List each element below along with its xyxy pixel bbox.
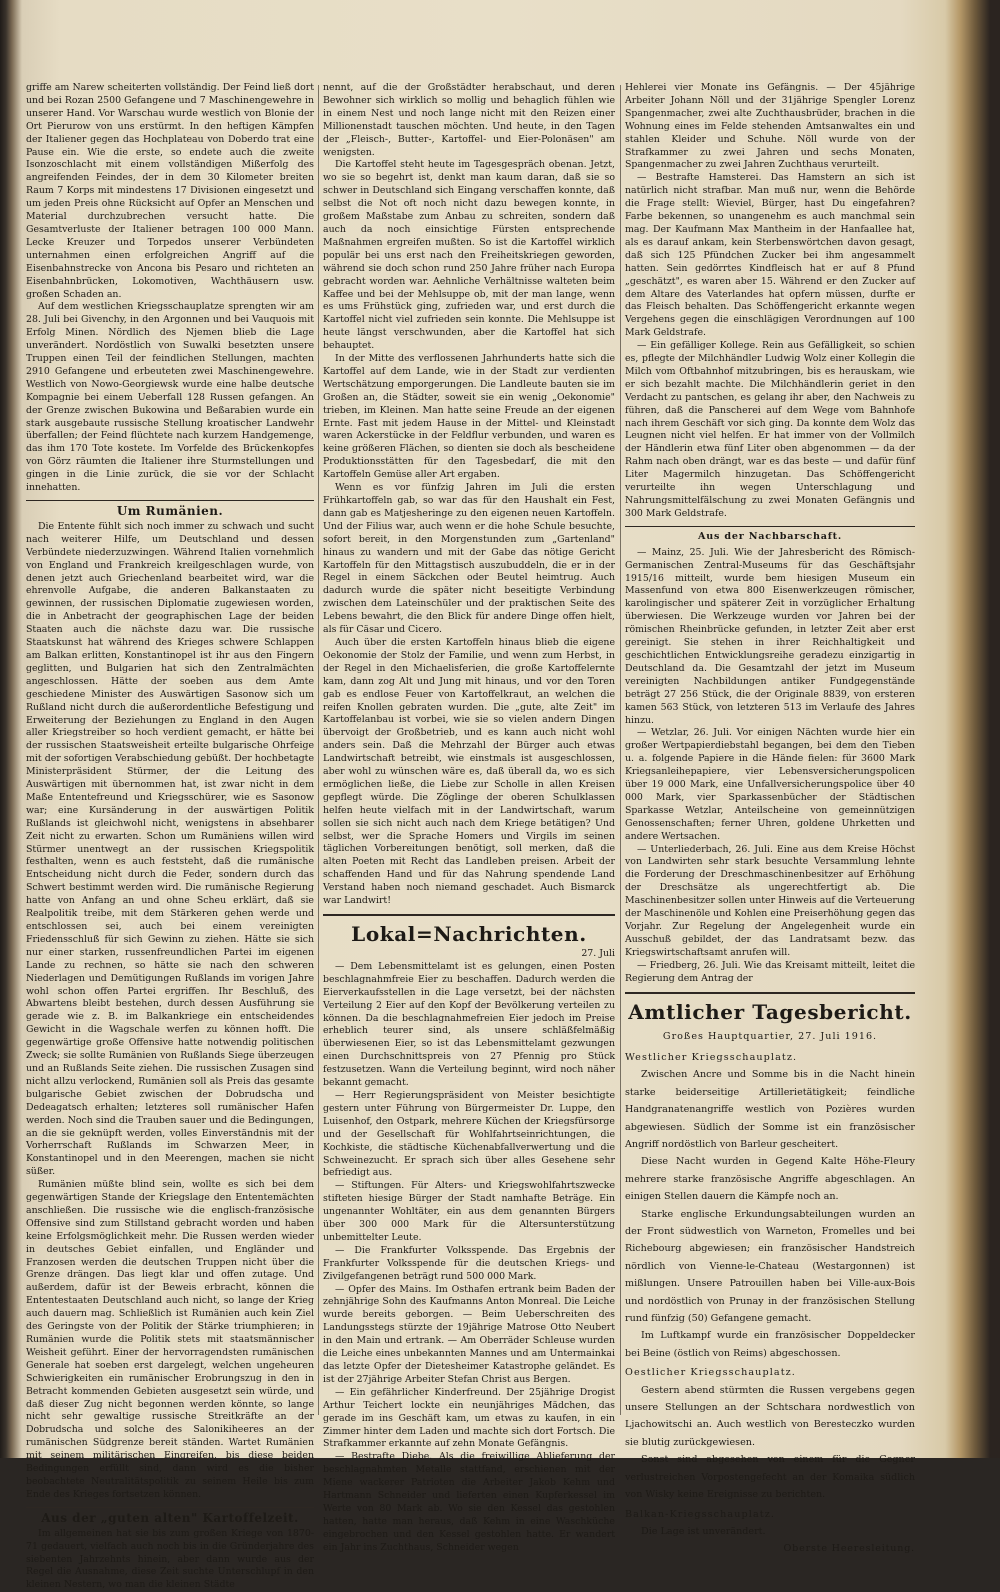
section-divider <box>323 914 615 916</box>
column-rule-1 <box>318 85 319 1415</box>
heading-lokal-nachrichten: Lokal=Nachrichten. <box>351 922 587 946</box>
subheading-westlicher: Westlicher Kriegsschauplatz. <box>625 1051 798 1063</box>
report-paragraph-4: Im Luftkampf wurde ein französischer Doppeldecker bei Beine (östlich von Reims) abgeschossen. <box>625 1330 915 1359</box>
kartoffel-paragraph-3: Die Kartoffel steht heute im Tagesgespräch obenan. Jetzt, wo sie so begehrt ist, denkt man kaum daran, daß sie so schwer in Deutschland sich Eingang verschaffen konnte, daß selbst die Not oft noch nicht dazu bewegen konnte, in großem Maßstabe zum Anbau zu schreiten, sondern daß auch da noch einsichtige Fürsten entsprechende Maßnahmen ergreifen mußten. So ist die Kartoffel wirklich populär bei uns erst nach den Freiheitskriegen geworden, während sie doch schon rund 250 Jahre früher nach Europa gebracht worden war. Aehnliche Verhältnisse walteten beim Kaffee und bei der Mehlsuppe ob, mit der man lange, wenn es ums Frühstück ging, zufrieden war, und erst durch die Kartoffel nicht viel zufrieden sein konnte. Die Mehlsuppe ist heute längst verschwunden, aber die Kartoffel hat sich behauptet. <box>323 159 615 352</box>
kartoffel-paragraph-4: In der Mitte des verflossenen Jahrhunderts hatte sich die Kartoffel auf dem Lande, wie in der Stadt zur verdienten Wertschätzung emporgerungen. Die Landleute bauten sie im Großen an, die Städter, soweit sie ein wenig „Oekonomie" trieben, im Kleinen. Man hatte seine Freude an der eigenen Ernte. Fast mit jedem Hause in der Mittel- und Kleinstadt waren Ackerstücke in der Feldflur verbunden, und waren es keine größeren Flächen, so dienten sie doch als bescheidene Produktionsstätten für den Tagesbedarf, die mit den Kartoffeln Gemüse aller Art ergaben. <box>323 353 615 481</box>
nachbarschaft-unterliederbach: — Unterliederbach, 26. Juli. Eine aus dem Kreise Höchst von Landwirten sehr stark besuchte Versammlung lehnte die Forderung der Dreschmaschinenbesitzer auf Erhöhung der Dreschsätze als ungerechtfertigt ab. Die Maschinenbesitzer sollen unter Hinweis auf die Verteuerung der Maschinenöle und Kohlen eine Preiserhöhung gegen das Vorjahr. Zur Regelung der Angelegenheit wurde ein Ausschuß gebildet, der das Landratsamt bezw. das Kriegswirtschaftsamt anrufen will. <box>625 843 915 958</box>
lokal-item-stiftungen: — Stiftungen. Für Alters- und Kriegswohlfahrtszwecke stifteten hiesige Bürger der Stadt namhafte Beträge. Ein ungenannter Wohltäter, ein aus dem genannten Bürgers über 300 000 Mark für die Altersunterstützung unbemittelter Leute. <box>323 1180 615 1243</box>
nachbarschaft-mainz: — Mainz, 25. Juli. Wie der Jahresbericht des Römisch-Germanischen Zentral-Museums für das Geschäftsjahr 1915/16 mitteilt, wurde bem hiesigen Museum ein Massenfund von etwa 800 Eisenwerkzeugen römischer, karolingischer und späterer Zeit in vorzüglicher Erhaltung überwiesen. Die Werkzeuge wurden vor Jahren bei der römischen Rheinbrücke gefunden, in letzter Zeit aber erst gereinigt. Sie stehen in ihrer Reichhaltigkeit und geschichtlichen Entwicklungsreihe geradezu einzigartig in Deutschland da. Die Gesamtzahl der jetzt im Museum vereinigten Nachbildungen antiker Fundgegenstände beträgt 27 256 Stück, die der Originale 8839, von ersteren kamen 563 Stück, von letzteren 513 im Verlaufe des Jahres hinzu. <box>625 546 915 726</box>
column-3 <box>625 82 915 1555</box>
report-paragraph-2: Diese Nacht wurden in Gegend Kalte Höhe-Fleury mehrere starke französische Angriffe abgeschlagen. An einigen Stellen dauern die Kämpfe noch an. <box>625 1156 915 1203</box>
war-summary-paragraph: griffe am Narew scheiterten vollständig. Der Feind ließ dort und bei Rozan 2500 Gefangene und 7 Maschinengewehre in unserer Hand. Vor Warschau wurde westlich von Blonie der Ort Pierurow von uns erstürmt. In den heftigen Kämpfen der Italiener gegen das Hochplateau von Doberdo trat eine Pause ein. Wie die erste, so endete auch die zweite Isonzoschlacht mit einem vollständigen Mißerfolg des angreifenden Feindes, der in dem 30 Kilometer breiten Raum 7 Korps mit mindestens 17 Divisionen eingesetzt und um jeden Preis ohne Rücksicht auf Opfer an Menschen und Material durchzubrechen versucht hatte. Die Gesamtverluste der Italiener betragen 100 000 Mann. Lecke Kreuzer und Torpedos unserer Verbündeten unternahmen einen erfolgreichen Angriff auf die Eisenbahnstrecke von Ancona bis Pesaro und richteten an Eisenbahnbrücken, Lokomotiven, Wachthäusern usw. großen Schaden an. <box>26 82 314 300</box>
newspaper-page <box>18 40 958 1591</box>
nachbarschaft-wetzlar: — Wetzlar, 26. Juli. Vor einigen Nächten wurde hier ein großer Wertpapierdiebstahl begangen, bei dem den Tieben u. a. folgende Papiere in die Hände fielen: für 3600 Mark Kriegsanleihepapiere, vier Lebensversicherungspolicen über 19 000 Mark, eine Unfallversicherungspolice über 40 000 Mark, vier Sparkassenbücher der Städtischen Sparkasse Wetzlar, Anteilscheine von gemeinnützigen Genossenschaften; ferner Uhren, goldene Uhrketten und andere Wertsachen. <box>625 727 915 842</box>
heading-kartoffelzeit: Aus der „guten alten" Kartoffelzeit. <box>41 1510 299 1525</box>
section-divider <box>625 992 915 994</box>
section-divider <box>26 500 314 501</box>
lokal-date: 27. Juli <box>581 948 615 959</box>
rumaenien-paragraph-2: Rumänien müßte blind sein, wollte es sich bei dem gegenwärtigen Stande der Kriegslage den Ententemächten anschließen. Die russische wie die englisch-französische Offensive sind zum Stillstand gebracht worden und haben keine Erfolgsmöglichkeit mehr. Die Russen werden wieder in deutsches Gebiet einfallen, und Engländer und Franzosen werden die deutschen Truppen nicht über die Grenze drängen. Das liegt klar und offen zutage. Und außerdem, dafür ist der Beweis erbracht, können die Ententestaaten Deutschland auch nicht, so lange der Krieg auch dauern mag. Schließlich ist Rumänien auch kein Ziel des Geringste von der Politik der Stärke triumphieren; in Rumänien wurde die Politik stets mit staatsmännischer Weisheit geführt. Einer der hervorragendsten rumänischen Generale hat soeben erst dargelegt, welchen ungeheuren Schwierigkeiten ein rumänischer Erobrungszug in den in Betracht kommenden Gebieten ausgesetzt sein würde, und daß dieser Zug nicht begonnen werden könnte, so lange nicht sehr gewaltige russische Streitkräfte an der Dobrudscha und solche des Salonikiheeres an der rumänischen Südgrenze bereit ständen. Wartet Rumänien mit seinem militärischen Eingreifen, bis diese beiden Bedingungen erfüllt sind, dann wird es die bisher beobachtete Neutralitätspolitik zu seinem Heile bis zum Ende des Krieges fortsetzen können. <box>26 1179 314 1500</box>
report-paragraph-5: Gestern abend stürmten die Russen vergebens gegen unsere Stellungen an der Schtschara nordwestlich von Ljachowitschi an. Auch westlich von Beresteczko wurden sie blutig zurückgewiesen. <box>625 1384 915 1448</box>
section-divider <box>625 526 915 527</box>
hauptquartier-dateline: Großes Hauptquartier, 27. Juli 1916. <box>662 1030 878 1042</box>
lokal-item-kinderfreund: — Ein gefährlicher Kinderfreund. Der 25jährige Drogist Arthur Teichert lockte ein neunjähriges Mädchen, das gerade im ins Geschäft kam, um etwas zu kaufen, in ein Zimmer hinter dem Laden und machte sich dort Fortsch. Die Strafkammer erkannte auf zehn Monate Gefängnis. <box>323 1386 615 1450</box>
lokal-item-opfer-des-mains: — Opfer des Mains. Im Osthafen ertrank beim Baden der zehnjährige Sohn des Kaufmanns Anton Monreal. Die Leiche wurde bereits geborgen. — Beim Ueberschreiten des Landungsstegs stürzte der 19jährige Matrose Otto Neubert in den Main und ertrank. — Am Oberräder Schleuse wurden die Leiche eines unbekannten Mannes und am Untermainkai das letzte Opfer der Dietesheimer Katastrophe geländet. Es ist der 27jährige Arbeiter Stefan Christ aus Bergen. <box>323 1283 615 1385</box>
heading-nachbarschaft: Aus der Nachbarschaft. <box>697 530 843 542</box>
lokal-item-volksspende: — Die Frankfurter Volksspende. Das Ergebnis der Frankfurter Volksspende für die deutschen Kriegs- und Zivilgefangenen beträgt rund 500 000 Mark. <box>323 1244 615 1282</box>
signature-heeresleitung: Oberste Heeresleitung. <box>783 1543 915 1555</box>
section-divider <box>26 1507 314 1508</box>
nachbarschaft-friedberg: — Friedberg, 26. Juli. Wie das Kreisamt mitteilt, leitet die Regierung dem Antrag der <box>625 959 915 984</box>
lokal-item-kollege: — Ein gefälliger Kollege. Rein aus Gefälligkeit, so schien es, pflegte der Milchhändler Ludwig Wolz einer Kollegin die Milch vom Oftbahnhof mitzubringen, bis es herauskam, wie er sich bezahlt machte. Die Milchhändlerin geriet in den Verdacht zu pantschen, es gelang ihr aber, den Nachweis zu führen, daß die Panscherei auf dem Wege vom Bahnhofe nach ihrem Geschäft vor sich ging. Da konnte dem Wolz das Leugnen nicht viel helfen. Er hat immer von der Vollmilch der Händlerin etwa fünf Liter oben abgenommen — da der Rahm nach oben drängt, war es das beste — und dafür fünf Liter Magermilch hinzugetan. Das Schöffengericht verurteilte ihn wegen Unterschlagung und Nahrungsmittelfälschung zu zwei Monaten Gefängnis und 300 Mark Geldstrafe. <box>625 340 915 519</box>
subheading-balkan: Balkan-Kriegsschauplatz. <box>625 1508 776 1520</box>
lokal-item-bestrafte-diebe: — Bestrafte Diebe. Als die freiwillige Ablieferung der beschlagnahmten Metalle stattfand, erschienen mit der Miene wackerer Patrioten die Arbeiter Jakob Kehm und Hartmann Schneider und lieferten einen Kupferkessel im Werte von 80 Mark ab. Wo sie den Kessel das gestohlen hatten, hatte man heraus, daß Kehm in eine Waschküche eingebrochen und den Kessel gestohlen hatte. Er wandert ein Jahr ins Zuchthaus, Schneider wegen <box>323 1451 615 1553</box>
kartoffel-paragraph-5: Wenn es vor fünfzig Jahren im Juli die ersten Frühkartoffeln gab, so war das für den Haushalt ein Fest, dann gab es Matjesheringe zu den eigenen neuen Kartoffeln. Und der Filius war, auch wenn er die hohe Schule besuchte, sofort bereit, in den Morgenstunden zum „Gartenland" hinaus zu wandern und mit der Gabe das nötige Gericht Kartoffeln für den Mittagstisch auszubuddeln, die er in der Regel in einem Säckchen oder Beutel heimtrug. Auch dadurch wurde die später nicht beseitigte Verbindung zwischen dem Lateinschüler und der praktischen Seite des Lebens bewahrt, die den Blick für andere Dinge offen hielt, als für Cäsar und Cicero. <box>323 482 615 636</box>
report-paragraph-6: Sonst sind abgesehen von einem für die Gegner verlustreichen Vorpostengefecht an der Komaika südlich von Wisky keine Ereignisse zu berichten. <box>625 1454 915 1501</box>
heading-amtlicher-tagesbericht: Amtlicher Tagesbericht. <box>628 999 912 1024</box>
column-1 <box>26 82 314 1591</box>
heading-um-rumaenien: Um Rumänien. <box>116 504 224 518</box>
subheading-oestlicher: Oestlicher Kriegsschauplatz. <box>625 1367 796 1379</box>
kartoffel-paragraph-2: nennt, auf die der Großstädter herabschaut, und deren Bewohner sich wirklich so mollig und behaglich fühlen wie in einem Nest und noch lange nicht mit den Reizen einer Millionenstadt tauschen möchten. Und heute, in den Tagen der „Fleisch-, Butter-, Kartoffel- und Eier-Polonäsen" am wenigsten. <box>323 82 615 158</box>
column-rule-2 <box>620 85 621 1415</box>
lokal-item-hehlerei: Hehlerei vier Monate ins Gefängnis. — Der 45jährige Arbeiter Johann Nöll und der 31jährige Spengler Lorenz Spangenmacher, zwei alte Zuchthausbrüder, brachen in die Wohnung eines im Felde stehenden Amtsanwaltes ein und stahlen Kleider und Schuhe. Nöll wurde von der Strafkammer zu zwei Jahren und sechs Monaten, Spangenmacher zu zwei Jahren Zuchthaus verurteilt. <box>625 82 915 171</box>
lokal-item-regierungspraesident: — Herr Regierungspräsident von Meister besichtigte gestern unter Führung von Bürgermeister Dr. Luppe, den Luisenhof, den Ostpark, mehrere Küchen der Kriegsfürsorge und der Gesellschaft für Wohlfahrtseinrichtungen, die Kochkiste, die städtische Küchenabfallverwertung und die Schweinezucht. Er sprach sich über alles Gesehene sehr befriedigt aus. <box>323 1089 615 1179</box>
western-front-paragraph: Auf dem westlichen Kriegsschauplatze sprengten wir am 28. Juli bei Givenchy, in den Argonnen und bei Vauquois mit Erfolg Minen. Nördlich des Njemen blieb die Lage unverändert. Nordöstlich von Suwalki besetzten unsere Truppen einen Teil der feindlichen Stellungen, machten 2910 Gefangene und erbeuteten zwei Maschinengewehre. Westlich von Nowo-Georgiewsk wurde eine halbe deutsche Kompagnie bei einem Ueberfall 128 Russen gefangen. An der Grenze zwischen Bukowina und Beßarabien wurde ein stark ausgebaute russische Stellung kroatischer Landwehr überfallen; der Feind flüchtete nach kurzem Handgemenge, das ihm 170 Tote kostete. Im Vorfelde des Brückenkopfes von Görz räumten die Italiener ihre Sturmstellungen und gingen in die Linie zurück, die sie vor der Schlacht innehatten. <box>26 301 314 494</box>
kartoffel-paragraph-1: Im allgemeinen hat sie bis zum großen Kriege von 1870-71 gedauert, vielfach auch noch bis in die Gründerjahre des siebenten Jahrzehnts hinein, aber dann wurde aus der Regel die Ausnahme, diese Zeit suchte Unterschlupf in den kleinen Nestern, wo man die kleinen Städte <box>26 1527 314 1591</box>
kartoffel-paragraph-6: Auch über die ersten Kartoffeln hinaus blieb die eigene Oekonomie der Stolz der Familie, und wenn zum Herbst, in der Regel in den Michaelisferien, die große Kartoffelernte kam, dann zog Alt und Jung mit hinaus, und vor den Toren gab es endlose Feuer von Kartoffelkraut, an welchen die reifen Knollen gebraten wurden. Die „gute, alte Zeit" im Kartoffelanbau ist vorbei, wie sie so vielen andern Dingen übervoigt der Großbetrieb, und es kann auch nicht wohl anders sein. Daß die Mehrzahl der Bürger auch etwas Landwirtschaft betreibt, wie einstmals ist ausgeschlossen, aber wohl zu wünschen wäre es, daß überall da, wo es sich ermöglichen ließe, die Liebe zur Scholle in allen Kreisen gepflegt würde. Die Zöglinge der oberen Schulklassen helfen heute vielfach mit in der Landwirtschaft, warum sollen sie sich nicht auch nach dem Kriege betätigen? Und selbst, wer die Sprache Homers und Virgils im seinen täglichen Vorbereitungen benötigt, soll merken, daß die alten Poeten mit Recht das Landleben preisen. Arbeit der schaffenden Hand und für das Nahrung spendende Land Verstand haben noch niemand geschadet. Auch Bismarck war Landwirt! <box>323 636 615 907</box>
tagesbericht-body <box>625 1028 915 1558</box>
lokal-item-hamsterei: — Bestrafte Hamsterei. Das Hamstern an sich ist natürlich nicht strafbar. Man muß nur, wenn die Behörde die Frage stellt: Wieviel, Bürger, hast Du eingefahren? Farbe bekennen, so unangenehm es auch manchmal sein mag. Der Kaufmann Max Mantheim in der Hanfaallee hat, als es darauf ankam, kein Sterbenswörtchen davon gesagt, daß sich 125 Pfündchen Zucker bei ihm angesammelt hatten. Sein gedörrtes Kindfleisch hat er auf 8 Pfund „geschätzt", es waren aber 15. Während er den Zucker auf dem Altare des Vaterlandes hat opfern müssen, durfte er das Fleisch behalten. Das Schöffengericht erkannte wegen Vergehens gegen die einschlägigen Verordnungen auf 100 Mark Geldstrafe. <box>625 172 915 339</box>
report-paragraph-3: Starke englische Erkundungsabteilungen wurden an der Front südwestlich von Warneton, Fromelles und bei Richebourg abgewiesen; ein französischer Handstreich nördlich von Vienne-le-Chateau (Westargonnen) ist mißlungen. Unsere Patrouillen haben bei Ville-aux-Bois und nordöstlich von Prunay in der französischen Stellung rund fünfzig (50) Gefangene gemacht. <box>625 1208 915 1325</box>
report-paragraph-1: Zwischen Ancre und Somme bis in die Nacht hinein starke beiderseitige Artillerietätigkeit; feindliche Handgranatenangriffe westlich von Pozières wurden abgewiesen. Südlich der Somme ist ein französischer Angriff nordöstlich von Barleur gescheitert. <box>625 1069 915 1150</box>
rumaenien-paragraph-1: Die Entente fühlt sich noch immer zu schwach und sucht nach weiterer Hilfe, um Deutschland und dessen Verbündete niederzuzwingen. Während Italien vornehmlich von England und Frankreich kreilgeschlagen wurde, von denen jetzt auch Griechenland bearbeitet wird, war die ehrenvolle Aufgabe, die anderen Balkanstaaten zu gewinnen, der russischen Diplomatie zugewiesen worden, die in Anbetracht der geographischen Lage der beiden Staaten auch die nächste dazu war. Die russische Staatskunst hat während des Krieges schwere Schlappen am Balkan erlitten, Konstantinopel ist ihr aus den Fingern geglitten, und Bulgarien hat sich den Zentralmächten angeschlossen. Hätte der soeben aus dem Amte geschiedene Minister des Auswärtigen Sasonow sich um Rußland nicht durch die außerordentliche Befestigung und Erweiterung der Beziehungen zu England in den Augen aller Kriegstreiber so hoch verdient gemacht, er hätte bei der russischen Staatsweisheit erteilte bulgarische Ohrfeige mit der sofortigen Verabschiedung gebüßt. Der hochbetagte Ministerpräsident Stürmer, der die Leitung des Auswärtigen mit übernommen hat, ist zwar nicht in dem Maße Ententefreund und Kriegsschürer, wie es Sasonow war; eine Kursänderung in der auswärtigen Politik Rußlands ist gleichwohl nicht, wenigstens in absehbarer Zeit nicht zu erwarten. Schon um Rumäniens willen wird Stürmer unentwegt an der russischen Kriegspolitik festhalten, wenn es auch feststeht, daß die rumänische Entscheidung nicht durch die Feder, sondern durch das Schwert bestimmt werden wird. Die rumänische Regierung hatte von Anfang an und ohne Scheu erklärt, daß sie Realpolitik treibe, mit dem Stärkeren gehen werde und entschlossen sei, auch bei einem vereinigten Friedensschluß für sich Gewinn zu ziehen. Hätte sie sich nur einer starken, russenfreundlichen Partei im eigenen Lande zu rechnen, so hätte sie nach den schweren Niederlagen und Demütigungen Rußlands im vorigen Jahre wohl schon offen Partei ergriffen. Ihr Beschluß, des Abwartens bleibt bestehen, durch dessen Ausführung sie gerade wie z. B. im Balkankriege ein entscheidendes Gewicht in die Wagschale werfen zu können hofft. Die gegenwärtige große Offensive hatte notwendig politischen Zweck; sie sollte Rumänien von Rußlands Siege überzeugen und an Rußlands Seite ziehen. Die russischen Zusagen sind nicht allzu verlockend, Rumänien soll als Preis das gesamte bulgarische Gebiet zwischen der Dobrudscha und Dedeagatsch erhalten; letzteres soll rumänischer Hafen werden. Noch sind die Trauben sauer und die Bedingungen, an die sie geknüpft werden, volles Einverständnis mit der Vorherrschaft Rußlands im Schwarzen Meer, in Konstantinopel und in den Meerengen, machen sie nicht süßer. <box>26 520 314 1178</box>
report-paragraph-7: Die Lage ist unverändert. <box>641 1525 766 1537</box>
column-2 <box>323 82 615 1553</box>
lokal-item-eier: — Dem Lebensmittelamt ist es gelungen, einen Posten beschlagnahmfreie Eier zu beschaffen. Dadurch werden die Eierverkaufsstellen in die Lage versetzt, bei der nächsten Verteilung 2 Eier auf den Kopf der Bevölkerung verteilen zu können. Da die beschlagnahmefreien Eier jedoch im Preise erheblich teurer sind, als unsere schläßfelmäßig überwiesenen Eier, so ist das Lebensmittelamt gezwungen einen Durchschnittspreis von 27 Pfennig pro Stück festzusetzen. Wann die Verteilung beginnt, wird noch näher bekannt gemacht. <box>323 960 615 1089</box>
